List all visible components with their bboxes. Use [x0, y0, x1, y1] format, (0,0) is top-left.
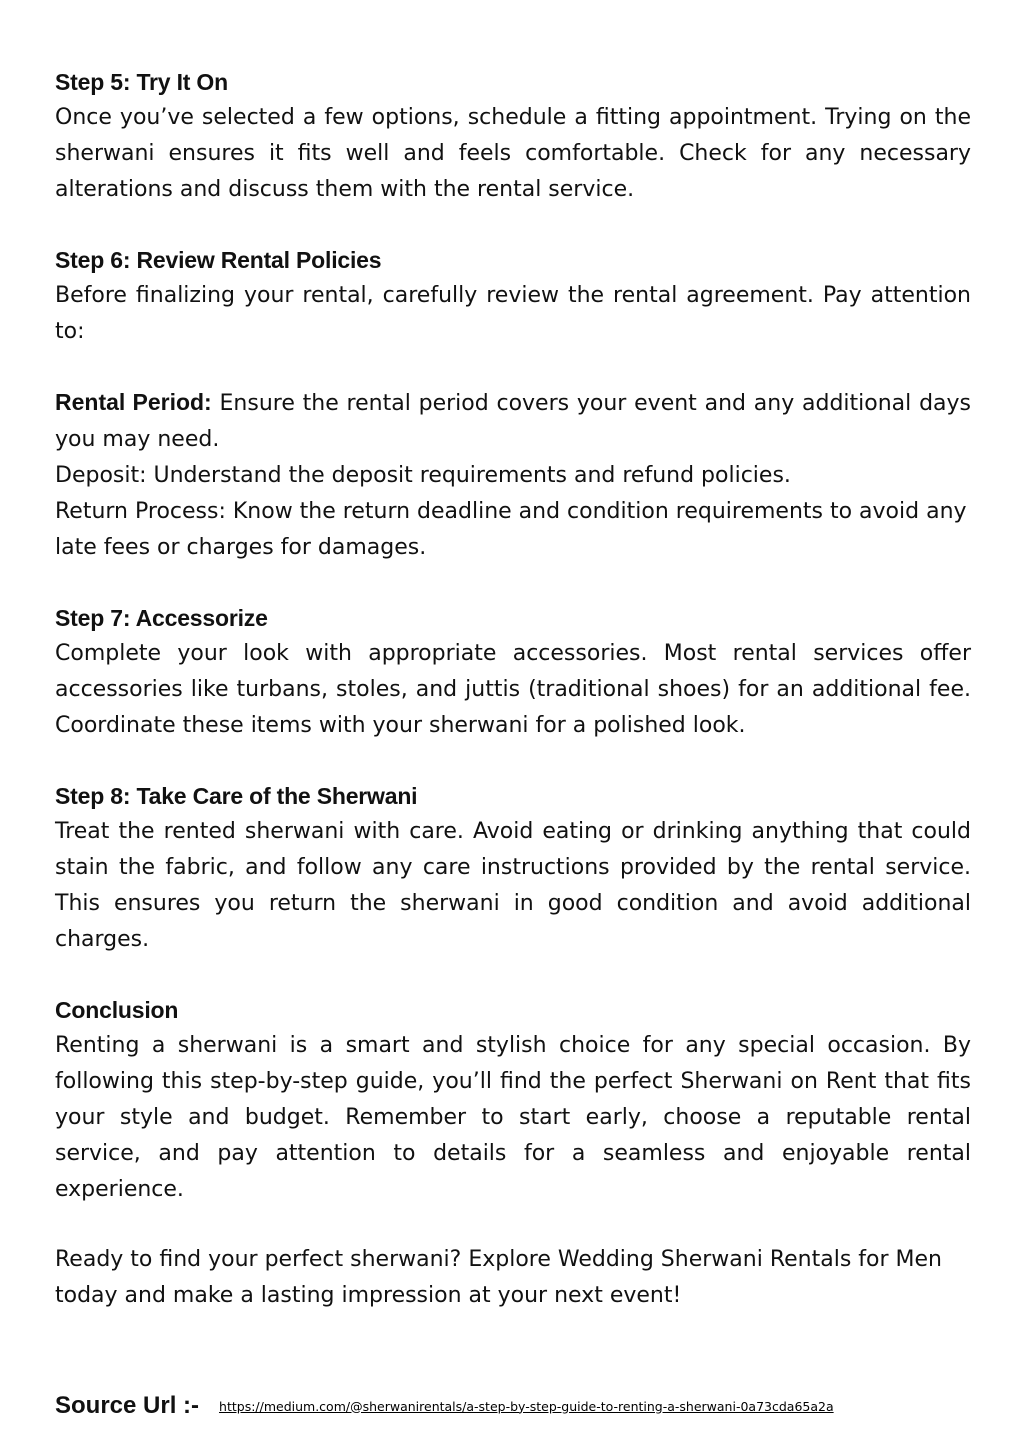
rental-period-item — [55, 384, 971, 458]
step-6-heading: Step 6: Review Rental Policies — [55, 247, 382, 273]
step-5-body: Once you’ve selected a few options, schedule a fitting appointment. Trying on the sherwani ensures it fits well and feels comfortable. Check for any necessary alterations and discuss them with the rental service. — [55, 105, 971, 202]
conclusion-heading: Conclusion — [55, 997, 179, 1023]
deposit-item: Deposit: Understand the deposit requirements and refund policies. — [55, 463, 791, 488]
section-step-5 — [55, 64, 971, 208]
call-to-action: Ready to find your perfect sherwani? Explore Wedding Sherwani Rentals for Men today and make a lasting impression at your next event! — [55, 1247, 942, 1308]
step-8-heading: Step 8: Take Care of the Sherwani — [55, 783, 418, 809]
step-7-heading: Step 7: Accessorize — [55, 605, 268, 631]
return-process-item: Return Process: Know the return deadline and condition requirements to avoid any late fees or charges for damages. — [55, 499, 967, 560]
step-8-body: Treat the rented sherwani with care. Avoid eating or drinking anything that could stain the fabric, and follow any care instructions provided by the rental service. This ensures you return the sherwani in good condition and avoid additional charges. — [55, 819, 971, 952]
rental-period-label: Rental Period: — [55, 389, 212, 415]
step-7-body: Complete your look with appropriate accessories. Most rental services offer accessories like turbans, stoles, and juttis (traditional shoes) for an additional fee. Coordinate these items with your sherwani for a polished look. — [55, 641, 971, 738]
source-url-link[interactable]: https://medium.com/@sherwanirentals/a-step-by-step-guide-to-renting-a-sherwani-0a73cda65a2a — [219, 1398, 834, 1414]
section-conclusion — [55, 992, 971, 1208]
conclusion-body: Renting a sherwani is a smart and stylish choice for any special occasion. By following this step-by-step guide, you’ll find the perfect Sherwani on Rent that fits your style and budget. Remember to start early, choose a reputable rental service, and pay attention to details for a seamless and enjoyable rental experience. — [55, 1033, 971, 1202]
step-5-heading: Step 5: Try It On — [55, 69, 228, 95]
source-label: Source Url :- — [55, 1392, 200, 1419]
section-step-7 — [55, 600, 971, 744]
section-step-8 — [55, 778, 971, 958]
document-page — [55, 64, 971, 1348]
step-6-body: Before finalizing your rental, carefully review the rental agreement. Pay attention to: — [55, 283, 971, 344]
section-step-6 — [55, 242, 971, 350]
source-footer — [55, 1386, 971, 1426]
section-call-to-action — [55, 1242, 971, 1314]
section-rental-policies — [55, 384, 971, 566]
rental-period-text: Ensure the rental period covers your event and any additional days you may need. — [55, 391, 971, 452]
